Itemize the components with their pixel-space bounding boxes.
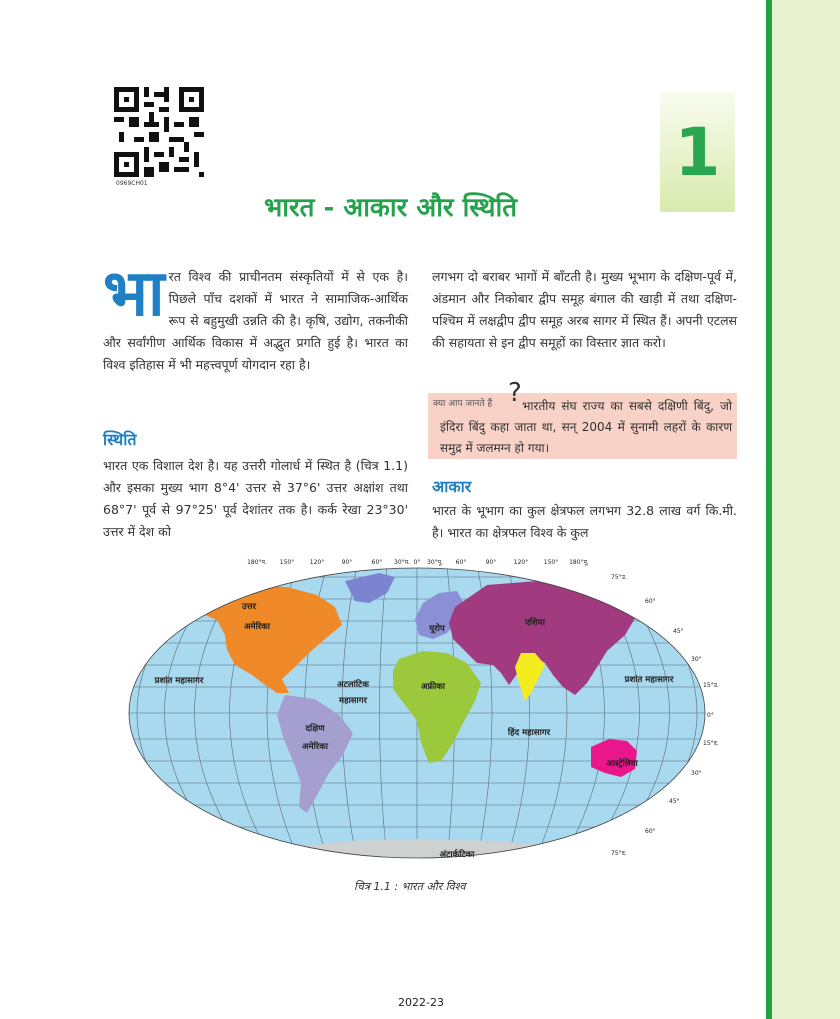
label-south-america-2: अमेरिका (302, 742, 328, 752)
longitude-tick-label: 180°प. (247, 559, 267, 566)
label-north-america-1: उत्तर (241, 602, 257, 612)
longitude-tick-label: 120° (513, 559, 529, 566)
latitude-tick-label: 30° (691, 770, 702, 777)
latitude-tick-label: 0° (707, 712, 714, 719)
latitude-tick-label: 15°द. (703, 740, 719, 747)
label-pacific-left: प्रशांत महासागर (154, 676, 204, 686)
qr-code (114, 87, 204, 177)
did-you-know-label: क्या आप जानते हैं (433, 399, 493, 409)
intro-text: रत विश्व की प्राचीनतम संस्कृतियों में से एक है। पिछले पाँच दशकों में भारत ने सामाजिक-आर्थिक रूप से बहुमुखी उन्नति की है। कृषि, उद्योग, तकनीकी और सर्वांगीण आर्थिक विकास में अद्भुत प्रगति हुई है। भारत का विश्व इतिहास में भी महत्त्वपूर्ण योगदान रहा है। (103, 269, 408, 372)
longitude-tick-label: 30°पू. (427, 559, 443, 566)
longitude-tick-label: 180°पू. (569, 559, 589, 566)
label-africa: अफ्रीका (421, 682, 445, 692)
latitude-tick-label: 30° (691, 656, 702, 663)
question-mark-icon: ? (508, 378, 522, 408)
figure-caption: चित्र 1.1 : भारत और विश्व (354, 880, 466, 893)
sthiti-paragraph: भारत एक विशाल देश है। यह उत्तरी गोलार्ध में स्थित है (चित्र 1.1) और इसका मुख्य भाग 8°4' उत्तर से 37°6' उत्तर अक्षांश तथा 68°7' पूर्व से 97°25' पूर्व देशांतर तक है। कर्क रेखा 23°30' उत्तर में देश को (103, 458, 408, 539)
latitude-tick-label: 60° (645, 598, 656, 605)
label-asia: एशिया (525, 618, 545, 628)
label-antarctica: अंटार्कटिका (439, 850, 475, 860)
side-band (766, 0, 840, 1019)
longitude-tick-label: 150° (279, 559, 295, 566)
latitude-tick-label: 60° (645, 828, 656, 835)
longitude-tick-label: 60° (455, 559, 467, 566)
label-pacific-right: प्रशांत महासागर (624, 675, 674, 685)
label-atlantic-2: महासागर (338, 696, 368, 706)
label-indian-ocean: हिंद महासागर (507, 728, 551, 738)
did-you-know-text: भारतीय संघ राज्य का सबसे दक्षिणी बिंदु, जो इंदिरा बिंदु कहा जाता था, सन् 2004 में सुनामी लहरों के कारण समुद्र में जलमग्न हो गया। (440, 399, 732, 455)
drop-cap: भा (103, 256, 165, 331)
chapter-number: 1 (674, 114, 721, 191)
latitude-tick-label: 75°उ. (611, 574, 627, 581)
side-rule (766, 0, 772, 1019)
aakaar-paragraph: भारत के भूभाग का कुल क्षेत्रफल लगभग 32.8 लाख वर्ग कि.मी. है। भारत का क्षेत्रफल विश्व के कुल (432, 503, 737, 540)
page-footer: 2022-23 (398, 996, 444, 1009)
label-europe: यूरोप (429, 624, 445, 634)
latitude-tick-label: 75°द. (611, 850, 627, 857)
label-south-america-1: दक्षिण (305, 724, 325, 734)
chapter-title: भारत - आकार और स्थिति (264, 193, 518, 223)
latitude-tick-label: 45° (673, 628, 684, 635)
longitude-tick-label: 120° (309, 559, 325, 566)
intro-paragraph (103, 256, 408, 376)
right-column-paragraph: लगभग दो बराबर भागों में बाँटती है। मुख्य भूभाग के दक्षिण-पूर्व में, अंडमान और निकोबार द्वीप समूह बंगाल की खाड़ी में तथा दक्षिण-पश्चिम में लक्षद्वीप द्वीप समूह अरब सागर में स्थित हैं। अपनी एटलस की सहायता से इन द्वीप समूहों का विस्तार ज्ञात करो। (432, 269, 737, 350)
longitude-labels (247, 559, 589, 566)
section-heading-sthiti: स्थिति (103, 430, 137, 449)
section-heading-aakaar: आकार (432, 477, 472, 496)
world-map (117, 555, 717, 870)
longitude-tick-label: 30°प. (394, 559, 410, 566)
latitude-tick-label: 15°उ. (703, 682, 719, 689)
label-atlantic-1: अटलांटिक (337, 680, 369, 690)
longitude-tick-label: 150° (543, 559, 559, 566)
label-north-america-2: अमेरिका (244, 622, 270, 632)
longitude-tick-label: 90° (485, 559, 497, 566)
longitude-tick-label: 0° (413, 559, 421, 566)
latitude-tick-label: 45° (669, 798, 680, 805)
longitude-tick-label: 90° (341, 559, 353, 566)
qr-code-id: 0969CH01 (116, 180, 148, 187)
label-australia: आस्ट्रेलिया (606, 759, 638, 769)
longitude-tick-label: 60° (371, 559, 383, 566)
